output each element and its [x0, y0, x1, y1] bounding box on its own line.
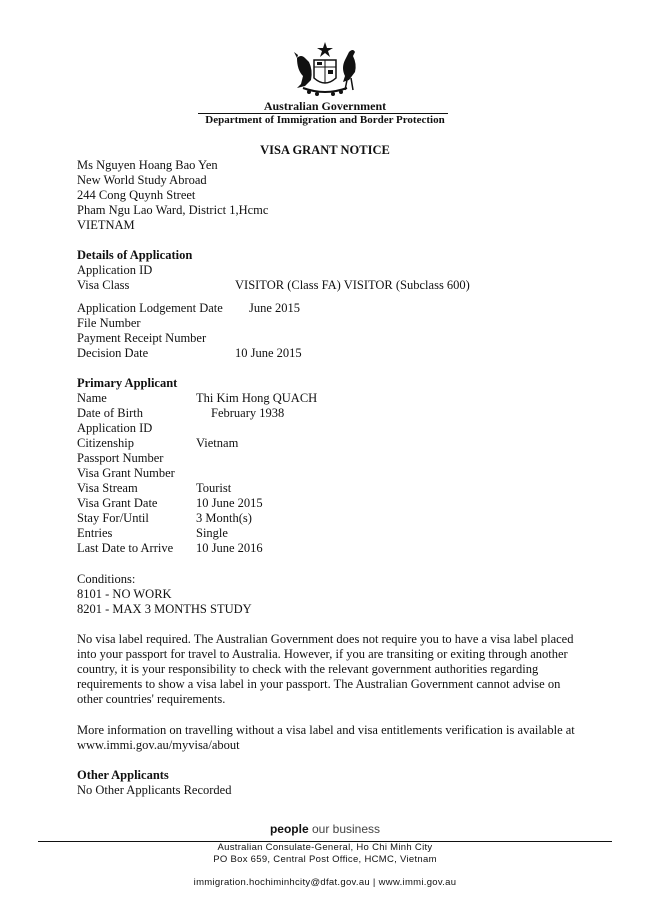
field-label: Application ID — [77, 263, 153, 277]
other-applicants-text: No Other Applicants Recorded — [77, 783, 232, 797]
footer-address-line: PO Box 659, Central Post Office, HCMC, Vietnam — [213, 854, 437, 865]
field-value: Single — [196, 526, 228, 540]
field-label: Visa Class — [77, 278, 130, 292]
government-name: Australian Government — [263, 99, 387, 113]
field-label: Last Date to Arrive — [77, 541, 174, 555]
lodgement-date-value: June 2015 — [249, 301, 301, 315]
address-line: VIETNAM — [77, 218, 135, 232]
field-label: Passport Number — [77, 451, 164, 465]
conditions-heading: Conditions: — [77, 572, 136, 586]
field-value: Tourist — [196, 481, 232, 495]
field-label: Citizenship — [77, 436, 134, 450]
condition-item: 8101 - NO WORK — [77, 587, 172, 601]
field-label: Visa Grant Number — [77, 466, 175, 480]
address-line: Ms Nguyen Hoang Bao Yen — [77, 158, 218, 172]
section-heading: Details of Application — [77, 248, 193, 262]
notice-title: VISA GRANT NOTICE — [260, 143, 390, 157]
section-heading: Primary Applicant — [77, 376, 178, 390]
footer-brand — [0, 822, 650, 836]
brand-bold: people — [269, 822, 309, 836]
field-label: Name — [77, 391, 107, 405]
field-label: Entries — [77, 526, 113, 540]
field-label: Visa Grant Date — [77, 496, 158, 510]
visa-label-paragraph: No visa label required. The Australian Government does not require you to have a visa label placed into your passport for travel to Australia. However, if you are transiting or exiting through another country, it is your responsibility to check with the relevant government authorities regarding requirements to show a visa label in your passport. The Australian Government cannot advise on other countries' requirements. — [77, 632, 574, 706]
footer-contact-line: immigration.hochiminhcity@dfat.gov.au | www.immi.gov.au — [193, 877, 457, 888]
field-label: Visa Stream — [77, 481, 138, 495]
address-line: New World Study Abroad — [77, 173, 207, 187]
field-label: Stay For/Until — [77, 511, 149, 525]
more-info-paragraph: More information on travelling without a visa label and visa entitlements verification is available at www.immi.gov.au/myvisa/about — [77, 723, 575, 752]
field-label: Payment Receipt Number — [77, 331, 207, 345]
field-value: February 1938 — [211, 406, 285, 420]
address-line: 244 Cong Quynh Street — [77, 188, 196, 202]
field-value: 10 June 2016 — [196, 541, 263, 555]
visa-class-value: VISITOR (Class FA) VISITOR (Subclass 600) — [235, 278, 470, 292]
footer-address-line: Australian Consulate-General, Ho Chi Minh City — [217, 842, 433, 853]
field-label: Application Lodgement Date — [77, 301, 223, 315]
condition-item: 8201 - MAX 3 MONTHS STUDY — [77, 602, 252, 616]
field-value: 10 June 2015 — [196, 496, 263, 510]
department-name: Department of Immigration and Border Protection — [205, 114, 445, 126]
other-applicants-heading: Other Applicants — [77, 768, 169, 782]
field-label: Date of Birth — [77, 406, 143, 420]
field-value: Vietnam — [196, 436, 239, 450]
field-label: File Number — [77, 316, 141, 330]
field-value: Thi Kim Hong QUACH — [196, 391, 318, 405]
field-value: 3 Month(s) — [196, 511, 252, 525]
coat-of-arms-icon — [283, 40, 367, 100]
decision-date-value: 10 June 2015 — [235, 346, 302, 360]
address-line: Pham Ngu Lao Ward, District 1,Hcmc — [77, 203, 269, 217]
field-label: Decision Date — [77, 346, 149, 360]
brand-light: our business — [308, 822, 381, 836]
field-label: Application ID — [77, 421, 153, 435]
